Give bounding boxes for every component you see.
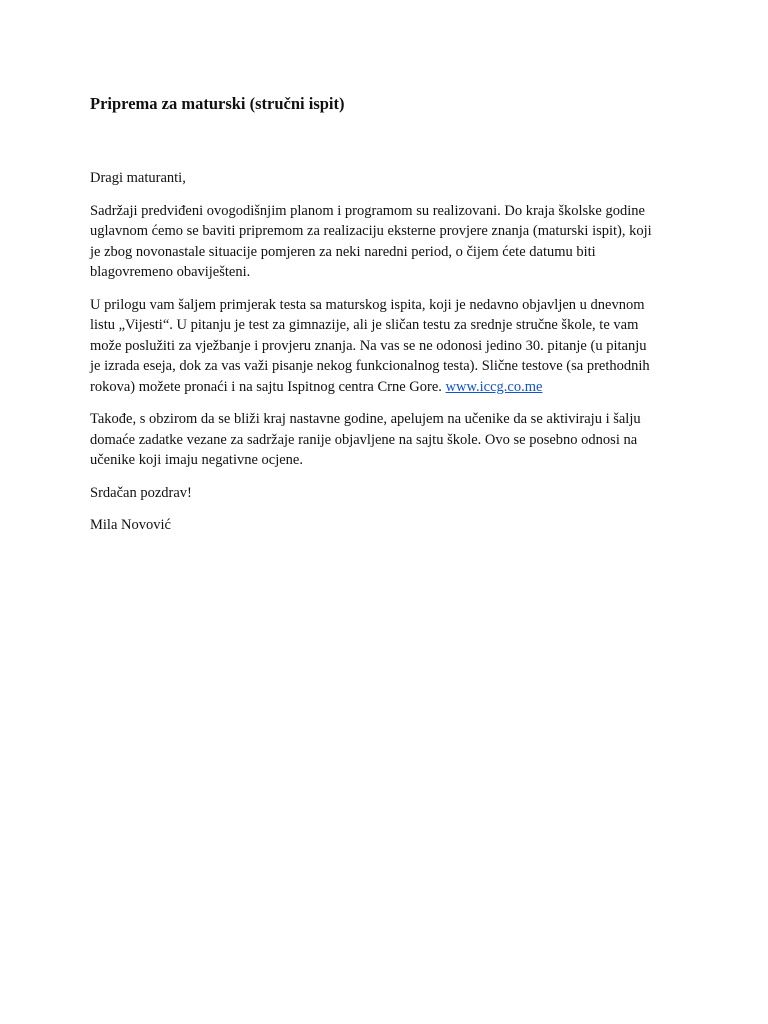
paragraph-1 [90,201,680,283]
paragraph-1-line-2: uglavnom ćemo se baviti pripremom za realizaciju eksterne provjere znanja (maturski ispit), koji [90,223,652,239]
paragraph-1-line-1: Sadržaji predviđeni ovogodišnjim planom i programom su realizovani. Do kraja školske godine [90,202,645,219]
paragraph-3 [90,409,680,471]
paragraph-2-line-5 [90,377,680,398]
paragraph-3-line-1: Takođe, s obzirom da se bliži kraj nastavne godine, apelujem na učenike da se aktiviraju i šalju [90,411,641,427]
paragraph-2 [90,295,680,398]
paragraph-1-line-4: blagovremeno obaviješteni. [90,264,251,280]
closing: Srdačan pozdrav! [90,484,192,501]
paragraph-2-line-2: listu „Vijesti“. U pitanju je test za gimnazije, ali je sličan testu za srednje stručne škole, te vam [90,317,639,333]
signature: Mila Novović [90,517,171,533]
paragraph-2-line-1: U prilogu vam šaljem primjerak testa sa maturskog ispita, koji je nedavno objavljen u dnevnom [90,296,645,313]
paragraph-2-line-5-text: rokova) možete pronaći i na sajtu Ispitnog centra Crne Gore. [90,378,442,395]
document-body [90,92,680,536]
paragraph-3-line-3: učenike koji imaju negativne ocjene. [90,452,303,468]
paragraph-3-line-2: domaće zadatke vezane za sadržaje ranije objavljene na sajtu škole. Ovo se posebno odnosi na [90,431,638,448]
salutation: Dragi maturanti, [90,170,186,186]
paragraph-2-line-3: može poslužiti za vježbanje i provjeru znanja. Na vas se ne odonosi jedino 30. pitanje (u pitanju [90,337,647,354]
document-title: Priprema za maturski (stručni ispit) [90,94,345,113]
paragraph-2-line-4: je izrada eseja, dok za vas važi pisanje nekog funkcionalnog testa). Slične testove (sa prethodnih [90,358,650,374]
iccg-link[interactable]: www.iccg.co.me [445,378,543,395]
paragraph-1-line-3: je zbog novonastale situacije pomjeren za neki naredni period, o čijem ćete datumu biti [90,243,596,260]
